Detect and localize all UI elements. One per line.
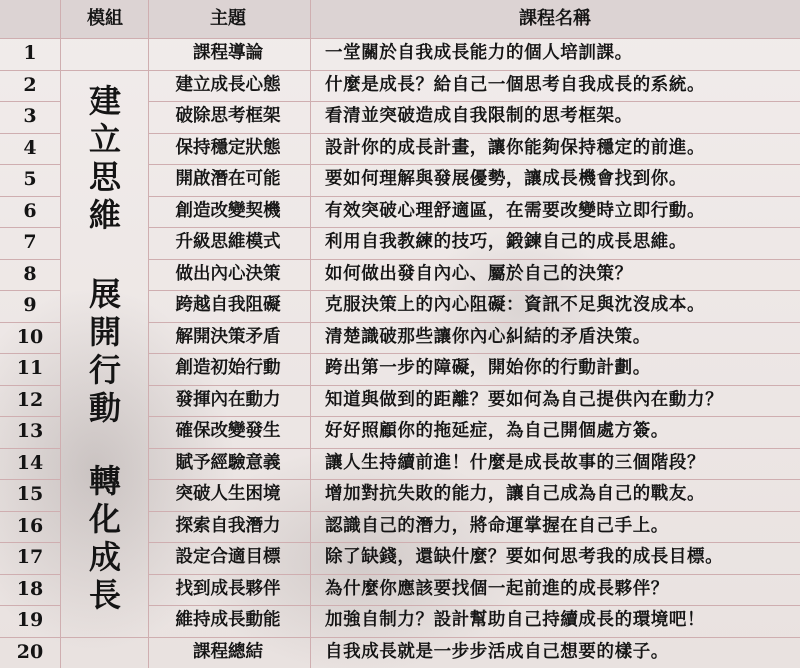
module-char: 維 [88,196,121,234]
row-topic: 課程導論 [193,43,263,63]
header-number [0,0,60,38]
grid-column-line [148,0,149,668]
table-header [0,0,800,38]
table-row [0,38,800,69]
module-char: 長 [88,576,121,614]
row-course-name: 讓人生持續前進！什麼是成長故事的三個階段？ [325,452,706,473]
grid-line [0,259,60,260]
row-topic: 創造改變契機 [175,200,281,221]
row-number: 5 [23,168,37,190]
row-course-name: 除了缺錢，還缺什麼？要如何思考我的成長目標。 [325,547,724,567]
row-topic: 建立成長心態 [175,74,281,95]
row-number: 7 [23,231,37,253]
module-char: 立 [88,120,121,158]
row-number: 9 [23,294,37,316]
row-topic: 找到成長夥伴 [175,578,281,599]
grid-line [148,605,800,606]
grid-line [0,448,60,449]
row-topic: 課程總結 [193,641,263,662]
module-take-action [62,275,148,427]
row-topic: 開啟潛在可能 [175,169,281,189]
header-course-name: 課程名稱 [519,8,591,29]
module-char: 轉 [88,462,121,500]
row-course-name: 克服決策上的內心阻礙：資訊不足與沈沒成本。 [325,295,706,315]
grid-line [0,227,60,228]
row-course-name: 增加對抗失敗的能力，讓自己成為自己的戰友。 [325,484,706,504]
row-topic: 發揮內在動力 [175,389,281,410]
row-topic: 設定合適目標 [175,547,281,567]
row-topic: 解開決策矛盾 [175,326,281,347]
grid-line [0,101,60,102]
row-topic: 破除思考框架 [175,106,281,126]
grid-line [148,416,800,417]
grid-line [0,38,800,39]
module-build-thinking [62,82,148,234]
row-number: 3 [23,105,37,127]
grid-line [148,133,800,134]
grid-line [0,353,60,354]
row-number: 8 [23,262,37,285]
module-char: 行 [88,351,121,389]
row-number: 19 [16,609,44,631]
row-course-name: 好好照顧你的拖延症，為自己開個處方簽。 [325,421,669,441]
row-topic: 創造初始行動 [175,358,281,378]
row-topic: 賦予經驗意義 [175,452,281,473]
row-course-name: 什麼是成長？給自己一個思考自我成長的系統。 [325,74,706,95]
module-char: 成 [88,538,121,576]
module-char: 建 [88,82,121,120]
row-number: 20 [16,640,44,663]
grid-line [148,322,800,323]
table-row [0,637,800,668]
row-number: 13 [16,420,44,442]
grid-line [148,227,800,228]
grid-line [148,164,800,165]
module-char: 動 [88,389,121,427]
row-topic: 保持穩定狀態 [175,137,281,158]
module-char: 化 [88,500,121,538]
grid-line [0,196,60,197]
grid-line [148,101,800,102]
row-number: 12 [16,388,44,411]
row-course-name: 要如何理解與發展優勢，讓成長機會找到你。 [325,169,687,189]
row-number: 1 [23,42,37,64]
row-number: 18 [16,577,44,600]
row-course-name: 看清並突破造成自我限制的思考框架。 [325,106,633,126]
row-number: 16 [16,514,44,537]
row-number: 15 [16,483,44,505]
grid-line [0,479,60,480]
row-number: 14 [16,451,44,474]
module-transform-growth [62,462,148,614]
row-course-name: 認識自己的潛力，將命運掌握在自己手上。 [325,515,669,536]
row-topic: 跨越自我阻礙 [175,295,281,315]
row-course-name: 為什麼你應該要找個一起前進的成長夥伴？ [325,578,669,599]
row-topic: 突破人生困境 [175,484,281,504]
grid-line [0,70,800,71]
row-course-name: 清楚識破那些讓你內心糾結的矛盾決策。 [325,326,651,347]
grid-column-line [310,0,311,668]
row-course-name: 利用自我教練的技巧，鍛鍊自己的成長思維。 [325,232,687,252]
grid-line [148,448,800,449]
grid-line [148,574,800,575]
grid-line [0,322,60,323]
grid-line [0,605,60,606]
module-char: 開 [88,313,121,351]
row-course-name: 如何做出發自內心、屬於自己的決策？ [325,263,633,284]
grid-line [148,259,800,260]
module-char: 思 [88,158,121,196]
module-char: 展 [88,275,121,313]
row-topic: 升級思維模式 [175,232,281,252]
grid-line [0,416,60,417]
row-number: 17 [16,546,44,568]
grid-line [148,511,800,512]
row-number: 6 [23,199,37,222]
row-course-name: 自我成長就是一步步活成自己想要的樣子。 [325,641,669,662]
row-course-name: 有效突破心理舒適區，在需要改變時立即行動。 [325,200,706,221]
row-topic: 維持成長動能 [175,610,281,630]
row-topic: 探索自我潛力 [175,515,281,536]
grid-line [148,542,800,543]
row-course-name: 知道與做到的距離？要如何為自己提供內在動力？ [325,389,724,410]
grid-line [0,133,60,134]
grid-column-line [60,0,61,668]
row-topic: 確保改變發生 [175,421,281,441]
grid-line [0,542,60,543]
row-number: 11 [16,357,44,379]
row-course-name: 加強自制力？設計幫助自己持續成長的環境吧！ [325,610,706,630]
row-course-name: 跨出第一步的障礙，開始你的行動計劃。 [325,358,651,378]
grid-line [148,290,800,291]
grid-line [148,196,800,197]
row-course-name: 一堂關於自我成長能力的個人培訓課。 [325,43,633,63]
grid-line [148,385,800,386]
row-number: 4 [23,136,37,159]
grid-line [0,164,60,165]
header-topic: 主題 [210,8,246,29]
row-course-name: 設計你的成長計畫，讓你能夠保持穩定的前進。 [325,137,706,158]
grid-line [0,637,800,638]
grid-line [148,353,800,354]
row-topic: 做出內心決策 [175,263,281,284]
row-number: 2 [23,73,37,96]
grid-line [0,385,60,386]
row-number: 10 [16,325,44,348]
header-module: 模組 [87,8,123,29]
grid-line [0,574,60,575]
grid-line [0,511,60,512]
grid-line [148,479,800,480]
grid-line [0,290,60,291]
